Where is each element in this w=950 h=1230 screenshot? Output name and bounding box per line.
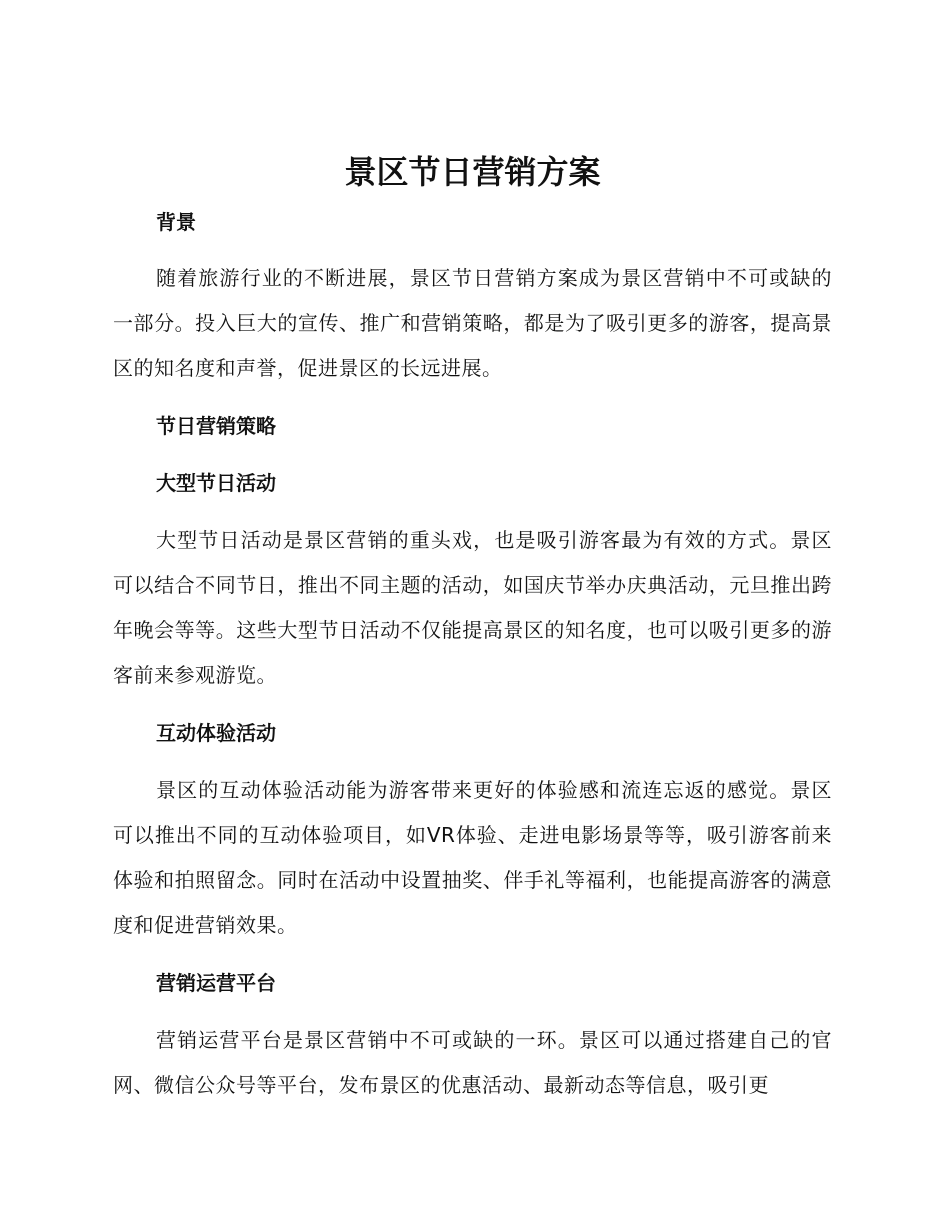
- section-heading-background: 背景: [156, 210, 196, 234]
- section-paragraph-platform: 营销运营平台是景区营销中不可或缺的一环。景区可以通过搭建自己的官网、微信公众号等平台，发布景区的优惠活动、最新动态等信息，吸引更: [113, 1028, 832, 1097]
- section-paragraph-large-events: 大型节日活动是景区营销的重头戏，也是吸引游客最为有效的方式。景区可以结合不同节日，推出不同主题的活动，如国庆节举办庆典活动，元旦推出跨年晚会等等。这些大型节日活动不仅能提高景区的知名度，也可以吸引更多的游客前来参观游览。: [113, 528, 832, 687]
- document-title: 景区节日营销方案: [344, 153, 601, 191]
- section-paragraph-interactive: 景区的互动体验活动能为游客带来更好的体验感和流连忘返的感觉。景区可以推出不同的互动体验项目，如VR体验、走进电影场景等等，吸引游客前来体验和拍照留念。同时在活动中设置抽奖、伴手礼等福利，也能提高游客的满意度和促进营销效果。: [113, 778, 832, 937]
- section-heading-strategy: 节日营销策略: [156, 414, 276, 438]
- section-paragraph-background: 随着旅游行业的不断进展，景区节日营销方案成为景区营销中不可或缺的一部分。投入巨大的宣传、推广和营销策略，都是为了吸引更多的游客，提高景区的知名度和声誉，促进景区的长远进展。: [113, 266, 832, 380]
- section-heading-large-events: 大型节日活动: [156, 471, 276, 495]
- section-heading-interactive: 互动体验活动: [156, 721, 276, 745]
- section-heading-platform: 营销运营平台: [156, 971, 276, 995]
